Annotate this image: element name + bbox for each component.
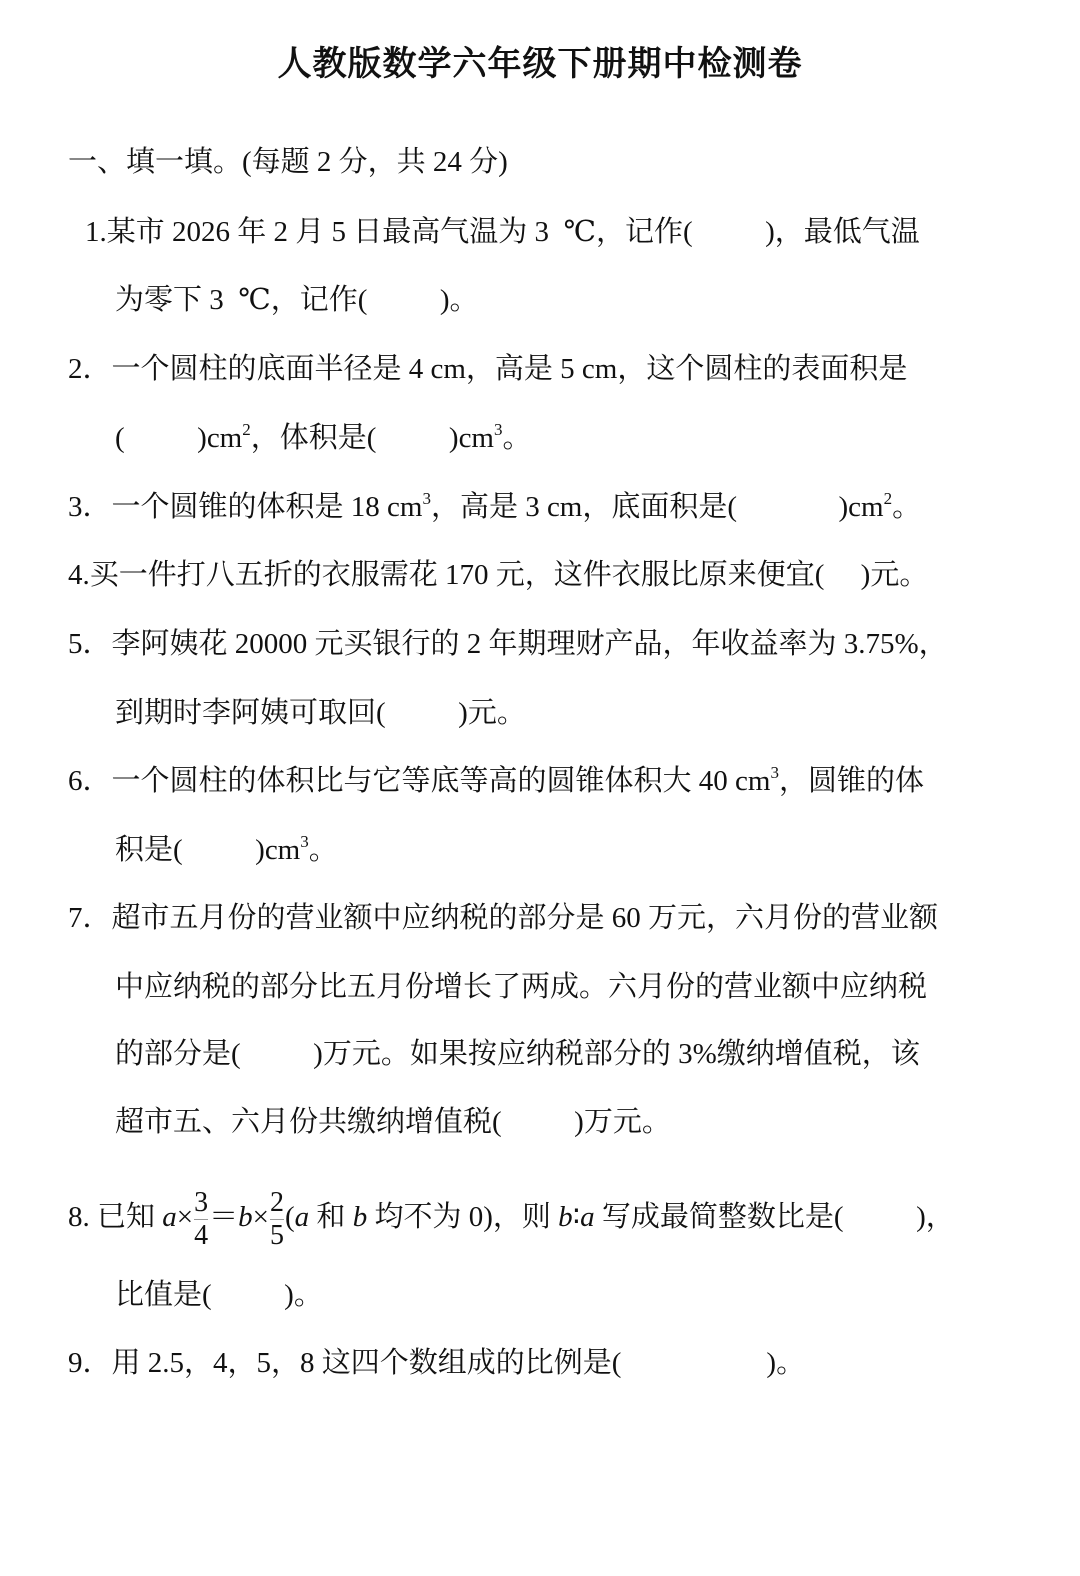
- denominator: 4: [194, 1220, 209, 1251]
- question-text: 到期时李阿姨可取回( )元。: [115, 697, 526, 729]
- question-line: [68, 1343, 805, 1383]
- question-line: [68, 349, 907, 389]
- question-text: 8. 已知: [68, 1201, 163, 1234]
- question-line: [68, 624, 948, 664]
- question-text: ＝: [209, 1201, 239, 1234]
- question-line: [115, 830, 338, 870]
- question-line: [68, 555, 928, 595]
- question-text: ×: [252, 1201, 269, 1234]
- question-text: ，圆锥的体: [778, 765, 924, 797]
- question-line: [115, 1102, 671, 1142]
- question-text: 超市五、六月份共缴纳增值税( )万元。: [115, 1106, 671, 1138]
- question-text: ×: [176, 1201, 194, 1234]
- superscript: 3: [494, 420, 503, 439]
- question-text: 6．一个圆柱的体积比与它等底等高的圆锥体积大 40 cm: [68, 765, 771, 797]
- question-line: [68, 761, 924, 801]
- variable: a: [580, 1201, 595, 1234]
- question-line: [115, 967, 927, 1007]
- question-line: [68, 1187, 955, 1252]
- superscript: 3: [770, 763, 779, 782]
- numerator: 2: [270, 1187, 284, 1218]
- question-line: [68, 898, 938, 938]
- question-text: 的部分是( )万元。如果按应纳税部分的 3%缴纳增值税，该: [115, 1038, 920, 1070]
- question-text: 5．李阿姨花 20000 元买银行的 2 年期理财产品，年收益率为 3.75%，: [68, 628, 948, 660]
- question-line: [115, 1275, 323, 1315]
- superscript: 3: [300, 832, 309, 851]
- superscript: 2: [883, 489, 893, 508]
- question-text: 比值是( )。: [115, 1279, 323, 1311]
- superscript: 2: [242, 420, 251, 439]
- variable: a: [162, 1201, 177, 1234]
- question-text: 。: [308, 834, 338, 866]
- question-text: 积是( )cm: [115, 834, 301, 866]
- question-line: [115, 693, 526, 733]
- question-text: 。: [892, 491, 922, 523]
- question-text: 3．一个圆锥的体积是 18 cm: [68, 491, 423, 523]
- question-text: 中应纳税的部分比五月份增长了两成。六月份的营业额中应纳税: [115, 971, 928, 1003]
- question-text: 9．用 2.5，4，5，8 这四个数组成的比例是( )。: [68, 1347, 806, 1379]
- question-text: 为零下 3 ℃，记作( )。: [115, 284, 479, 316]
- question-text: 2．一个圆柱的底面半径是 4 cm，高是 5 cm，这个圆柱的表面积是: [68, 353, 908, 385]
- question-line: [115, 280, 479, 320]
- question-line: [115, 418, 532, 458]
- superscript: 3: [422, 489, 431, 508]
- variable: b: [352, 1201, 368, 1234]
- question-text: (: [285, 1201, 295, 1234]
- section-heading: 一、填一填。(每题 2 分，共 24 分): [68, 146, 508, 178]
- question-text: 4.买一件打八五折的衣服需花 170 元，这件衣服比原来便宜( )元。: [68, 559, 929, 591]
- question-text: ∶: [572, 1201, 581, 1234]
- question-text: ( )cm: [115, 422, 243, 454]
- fraction: [194, 1187, 208, 1252]
- page-title: 人教版数学六年级下册期中检测卷: [277, 44, 803, 84]
- question-text: 写成最简整数比是( )，: [594, 1201, 955, 1234]
- question-text: 。: [502, 422, 532, 454]
- question-text: ，高是 3 cm，底面积是( )cm: [430, 491, 884, 523]
- variable: b: [238, 1201, 253, 1234]
- variable: a: [294, 1201, 310, 1234]
- question-text: 1.某市 2026 年 2 月 5 日最高气温为 3 ℃，记作( )，最低气温: [85, 216, 920, 248]
- question-text: ，体积是( )cm: [250, 422, 494, 454]
- question-text: 均不为 0)，则: [367, 1201, 559, 1234]
- question-line: [115, 1034, 920, 1074]
- variable: b: [558, 1201, 573, 1234]
- question-line: [85, 212, 920, 252]
- question-line: [68, 487, 921, 527]
- question-text: 和: [309, 1201, 353, 1234]
- numerator: 3: [194, 1187, 209, 1218]
- denominator: 5: [270, 1220, 284, 1251]
- question-text: 7．超市五月份的营业额中应纳税的部分是 60 万元，六月份的营业额: [68, 902, 939, 934]
- fraction: [270, 1187, 284, 1252]
